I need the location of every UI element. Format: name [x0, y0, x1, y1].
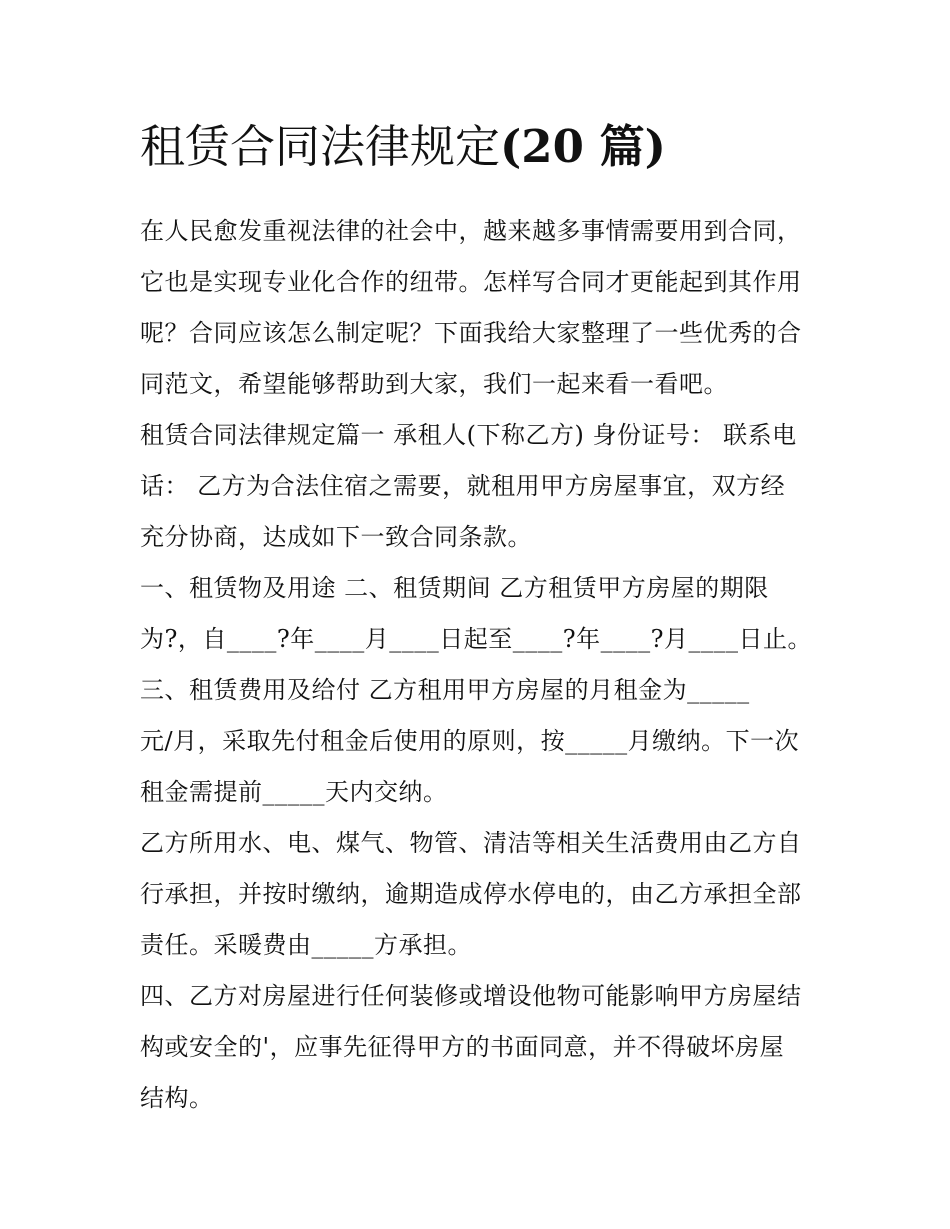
text-line: 乙方所用水、电、煤气、物管、清洁等相关生活费用由乙方自 [140, 829, 802, 857]
text-line: 租金需提前_____天内交纳。 [140, 778, 448, 806]
paragraph-rent-payment [140, 665, 820, 818]
text-line: 结构。 [140, 1084, 214, 1112]
paragraph-intro [140, 206, 820, 410]
text-line: 同范文，希望能够帮助到大家，我们一起来看一看吧。 [140, 370, 728, 398]
text-line: 行承担，并按时缴纳，逾期造成停水停电的，由乙方承担全部 [140, 880, 802, 908]
paragraph-lease-term [140, 563, 820, 665]
text-line: 它也是实现专业化合作的纽带。怎样写合同才更能起到其作用 [140, 268, 802, 296]
text-line: 租赁合同法律规定篇一 承租人(下称乙方) 身份证号： 联系电 [140, 421, 797, 449]
text-line: 话： 乙方为合法住宿之需要，就租用甲方房屋事宜，双方经 [140, 472, 786, 500]
paragraph-parties [140, 410, 820, 563]
paragraph-utilities [140, 818, 820, 971]
text-line: 三、租赁费用及给付 乙方租用甲方房屋的月租金为_____ [140, 676, 750, 704]
document-title [140, 112, 820, 182]
text-line: 充分协商，达成如下一致合同条款。 [140, 523, 532, 551]
title-count: (20 篇) [500, 120, 666, 173]
paragraph-renovation [140, 971, 820, 1124]
text-line: 元/月，采取先付租金后使用的原则，按_____月缴纳。下一次 [140, 727, 800, 755]
text-line: 四、乙方对房屋进行任何装修或增设他物可能影响甲方房屋结 [140, 982, 802, 1010]
text-line: 责任。采暖费由_____方承担。 [140, 931, 472, 959]
document-body [140, 112, 820, 1124]
text-line: 呢？合同应该怎么制定呢？下面我给大家整理了一些优秀的合 [140, 319, 802, 347]
text-line: 构或安全的'，应事先征得甲方的书面同意，并不得破坏房屋 [140, 1033, 785, 1061]
text-line: 在人民愈发重视法律的社会中，越来越多事情需要用到合同， [140, 217, 802, 245]
text-line: 为?，自____?年____月____日起至____?年____?月____日止。 [140, 625, 812, 653]
text-line: 一、租赁物及用途 二、租赁期间 乙方租赁甲方房屋的期限 [140, 574, 769, 602]
title-main: 租赁合同法律规定 [140, 120, 501, 173]
